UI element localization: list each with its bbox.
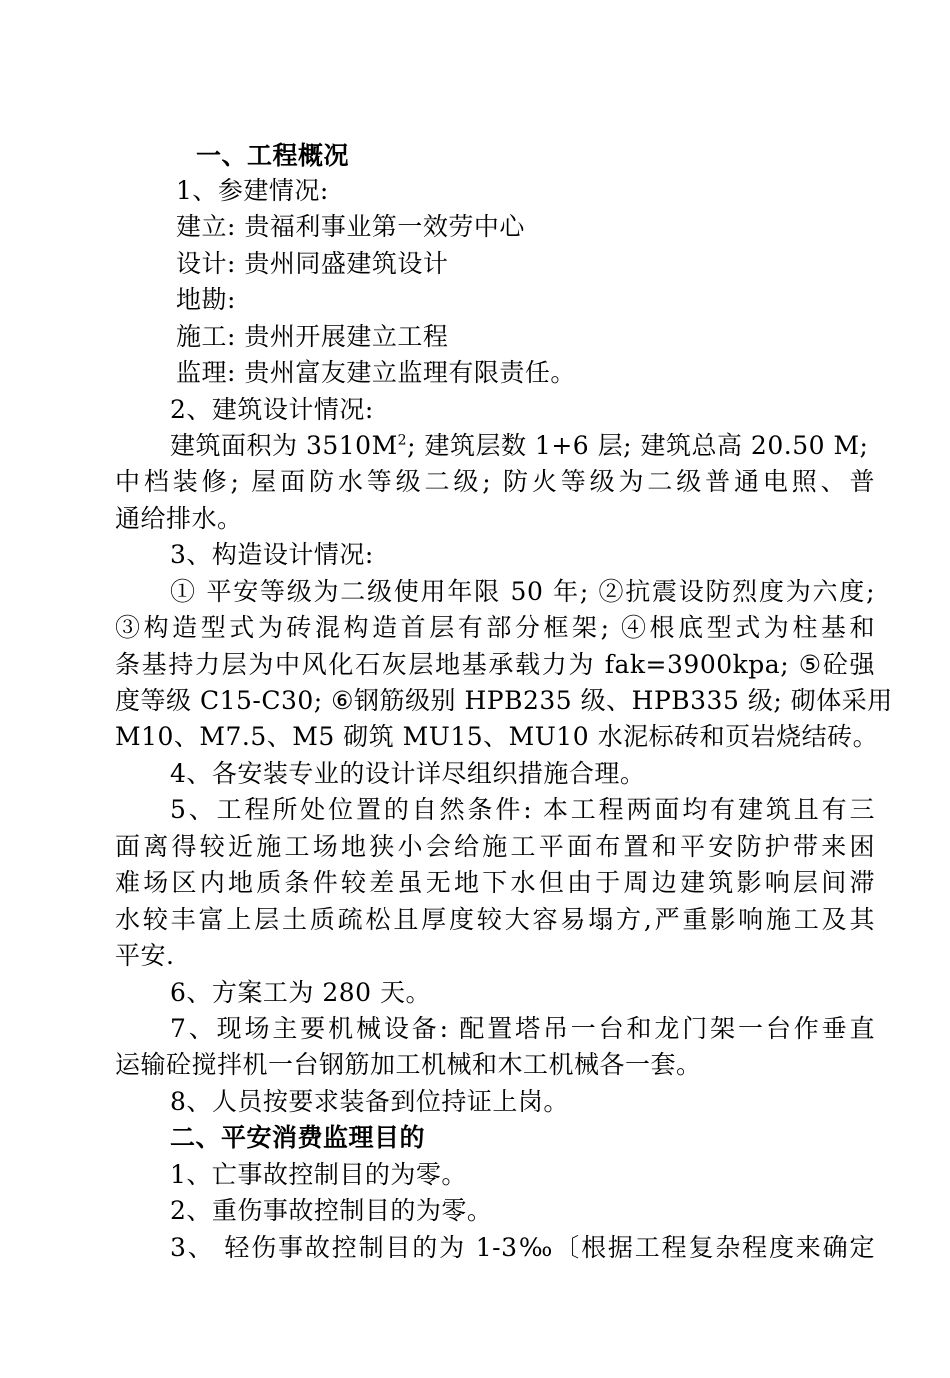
goal-line-2: 2、重伤事故控制目的为零。 <box>170 1196 493 1225</box>
struct-design-line-1: ① 平安等级为二级使用年限 50 年; ②抗震设防烈度为六度; <box>170 577 875 606</box>
nature-line-2: 面离得较近施工场地狭小会给施工平面布置和平安防护带来困 <box>115 832 875 861</box>
schedule-line: 6、方案工为 280 天。 <box>170 978 432 1007</box>
area-unit-superscript: 2 <box>397 432 408 449</box>
nature-line-4: 水较丰富上层土质疏松且厚度较大容易塌方,严重影响施工及其 <box>115 905 875 934</box>
survey-line: 地勘: <box>176 285 236 314</box>
nature-line-5: 平安. <box>115 941 175 970</box>
section-heading-safety-goals: 二、平安消费监理目的 <box>170 1123 426 1152</box>
staff-line: 8、人员按要求装备到位持证上岗。 <box>170 1087 569 1116</box>
designer-line: 设计: 贵州同盛建筑设计 <box>176 249 449 278</box>
struct-design-line-4: 度等级 C15-C30; ⑥钢筋级别 HPB235 级、HPB335 级; 砌体采用 <box>115 686 893 715</box>
nature-line-3: 难场区内地质条件较差虽无地下水但由于周边建筑影响层间滞 <box>115 868 875 897</box>
builder-line: 建立: 贵福利事业第一效劳中心 <box>176 212 525 241</box>
section-heading-overview: 一、工程概况 <box>196 141 350 170</box>
install-line: 4、各安装专业的设计详尽组织措施合理。 <box>170 759 646 788</box>
struct-design-line-5: M10、M7.5、M5 砌筑 MU15、MU10 水泥标砖和页岩烧结砖。 <box>115 722 879 751</box>
struct-design-title: 3、构造设计情况: <box>170 540 374 569</box>
goal-line-1: 1、亡事故控制目的为零。 <box>170 1160 467 1189</box>
participants-title: 1、参建情况: <box>176 176 329 205</box>
arch-design-title: 2、建筑设计情况: <box>170 395 374 424</box>
arch-floors-text: ; 建筑层数 1+6 层; 建筑总高 20.50 M; <box>407 431 869 460</box>
struct-design-line-3: 条基持力层为中风化石灰层地基承载力为 fak=3900kpa; ⑤砼强 <box>115 650 875 679</box>
machine-line-1: 7、现场主要机械设备: 配置塔吊一台和龙门架一台作垂直 <box>170 1014 875 1043</box>
goal-line-3: 3、 轻伤事故控制目的为 1-3‰〔根据工程复杂程度来确定 <box>170 1233 875 1262</box>
machine-line-2: 运输砼搅拌机一台钢筋加工机械和木工机械各一套。 <box>115 1050 702 1079</box>
struct-design-line-2: ③构造型式为砖混构造首层有部分框架; ④根底型式为柱基和 <box>115 613 875 642</box>
arch-design-line-3: 通给排水。 <box>115 504 243 533</box>
arch-area-text: 建筑面积为 3510M <box>170 431 398 460</box>
nature-line-1: 5、工程所处位置的自然条件: 本工程两面均有建筑且有三 <box>170 795 875 824</box>
arch-design-line-1 <box>170 431 875 461</box>
arch-design-line-2: 中档装修; 屋面防水等级二级; 防火等级为二级普通电照、普 <box>115 467 875 496</box>
construction-line: 施工: 贵州开展建立工程 <box>176 322 449 351</box>
supervision-line: 监理: 贵州富友建立监理有限责任。 <box>176 358 576 387</box>
